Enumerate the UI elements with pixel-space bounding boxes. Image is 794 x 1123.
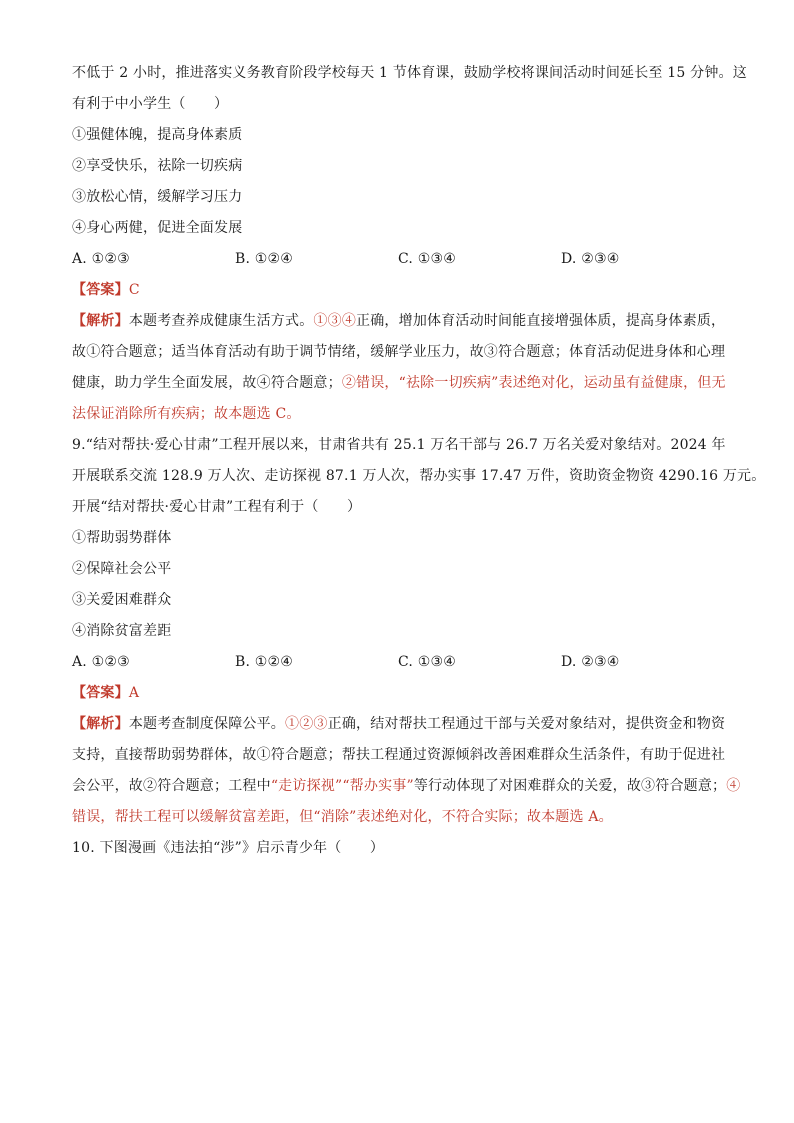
analysis-text: 会公平，故②符合题意；工程中 — [72, 778, 271, 794]
analysis-line — [72, 368, 732, 399]
statement-item: ②保障社会公平 — [72, 561, 172, 577]
analysis-highlight: ①②③ — [285, 716, 328, 732]
statement-item: ①强健体魄，提高身体素质 — [72, 127, 243, 143]
analysis-line — [72, 771, 741, 802]
statement-item: ②享受快乐，祛除一切疾病 — [72, 158, 243, 174]
analysis-line — [72, 399, 732, 430]
analysis-highlight: “走访探视”“帮办实事” — [270, 778, 414, 794]
analysis-text: 正确，结对帮扶工程通过干部与关爱对象结对，提供资金和物资 — [327, 716, 726, 732]
analysis-highlight: ④ — [726, 778, 741, 794]
analysis-text: 等行动体现了对困难群众的关爱，故③符合题意； — [413, 778, 727, 794]
question-stem-line: 开展联系交流 128.9 万人次、走访探视 87.1 万人次，帮办实事 17.47 万件，资助资金物资 4290.16 万元。 — [72, 468, 766, 484]
analysis-text: 本题考查养成健康生活方式。 — [128, 313, 314, 329]
option-a: A. ①②③ — [72, 654, 130, 670]
answer-line — [72, 275, 732, 306]
analysis-text: 本题考查制度保障公平。 — [128, 716, 286, 732]
analysis-highlight: 错误，帮扶工程可以缓解贫富差距，但“消除”表述绝对化，不符合实际；故本题选 A。 — [72, 809, 613, 825]
question-stem-line: 10. 下图漫画《违法拍“涉”》启示青少年（ ） — [72, 840, 385, 856]
statement-item: ③关爱困难群众 — [72, 592, 172, 608]
analysis-highlight: 法保证消除所有疾病；故本题选 C。 — [72, 406, 301, 422]
question-stem-line: 有利于中小学生（ ） — [72, 96, 229, 112]
answer-value: C — [128, 282, 140, 298]
question-stem-line: 开展“结对帮扶·爱心甘肃”工程有利于（ ） — [72, 499, 362, 515]
answer-tag: 【答案】 — [72, 282, 129, 298]
option-c: C. ①③④ — [398, 251, 456, 267]
analysis-highlight: ②错误，“祛除一切疾病”表述绝对化，运动虽有益健康，但无 — [341, 375, 726, 391]
analysis-text: 健康，助力学生全面发展，故④符合题意； — [72, 375, 342, 391]
option-b: B. ①②④ — [235, 251, 294, 267]
answer-tag: 【答案】 — [72, 685, 129, 701]
option-d: D. ②③④ — [561, 654, 620, 670]
analysis-line — [72, 709, 732, 740]
exam-page — [72, 58, 766, 864]
analysis-text: 故①符合题意；适当体育活动有助于调节情绪，缓解学业压力，故③符合题意；体育活动促进身体和心理 — [72, 344, 726, 360]
analysis-line — [72, 740, 732, 771]
answer-line — [72, 678, 732, 709]
choice-options — [72, 244, 732, 275]
question-10 — [72, 833, 732, 864]
option-d: D. ②③④ — [561, 251, 620, 267]
question-8 — [72, 58, 747, 430]
analysis-tag: 【解析】 — [72, 313, 129, 329]
question-9 — [72, 430, 766, 833]
answer-value: A — [128, 685, 140, 701]
analysis-text: 支持，直接帮助弱势群体，故①符合题意；帮扶工程通过资源倾斜改善困难群众生活条件，有助于促进社 — [72, 747, 726, 763]
analysis-tag: 【解析】 — [72, 716, 129, 732]
analysis-highlight: ①③④ — [313, 313, 357, 329]
statement-item: ①帮助弱势群体 — [72, 530, 172, 546]
option-a: A. ①②③ — [72, 251, 130, 267]
analysis-text: 正确，增加体育活动时间能直接增强体质，提高身体素质， — [356, 313, 726, 329]
choice-options — [72, 647, 732, 678]
analysis-line — [72, 306, 732, 337]
statement-item: ④消除贫富差距 — [72, 623, 172, 639]
statement-item: ③放松心情，缓解学习压力 — [72, 189, 243, 205]
question-stem-line: 9.“结对帮扶·爱心甘肃”工程开展以来，甘肃省共有 25.1 万名干部与 26.7 万名关爱对象结对。2024 年 — [72, 437, 726, 453]
option-c: C. ①③④ — [398, 654, 456, 670]
option-b: B. ①②④ — [235, 654, 294, 670]
statement-item: ④身心两健，促进全面发展 — [72, 220, 243, 236]
analysis-line — [72, 802, 732, 833]
analysis-line — [72, 337, 732, 368]
question-stem-line: 不低于 2 小时，推进落实义务教育阶段学校每天 1 节体育课，鼓励学校将课间活动时间延长至 15 分钟。这 — [72, 65, 747, 81]
